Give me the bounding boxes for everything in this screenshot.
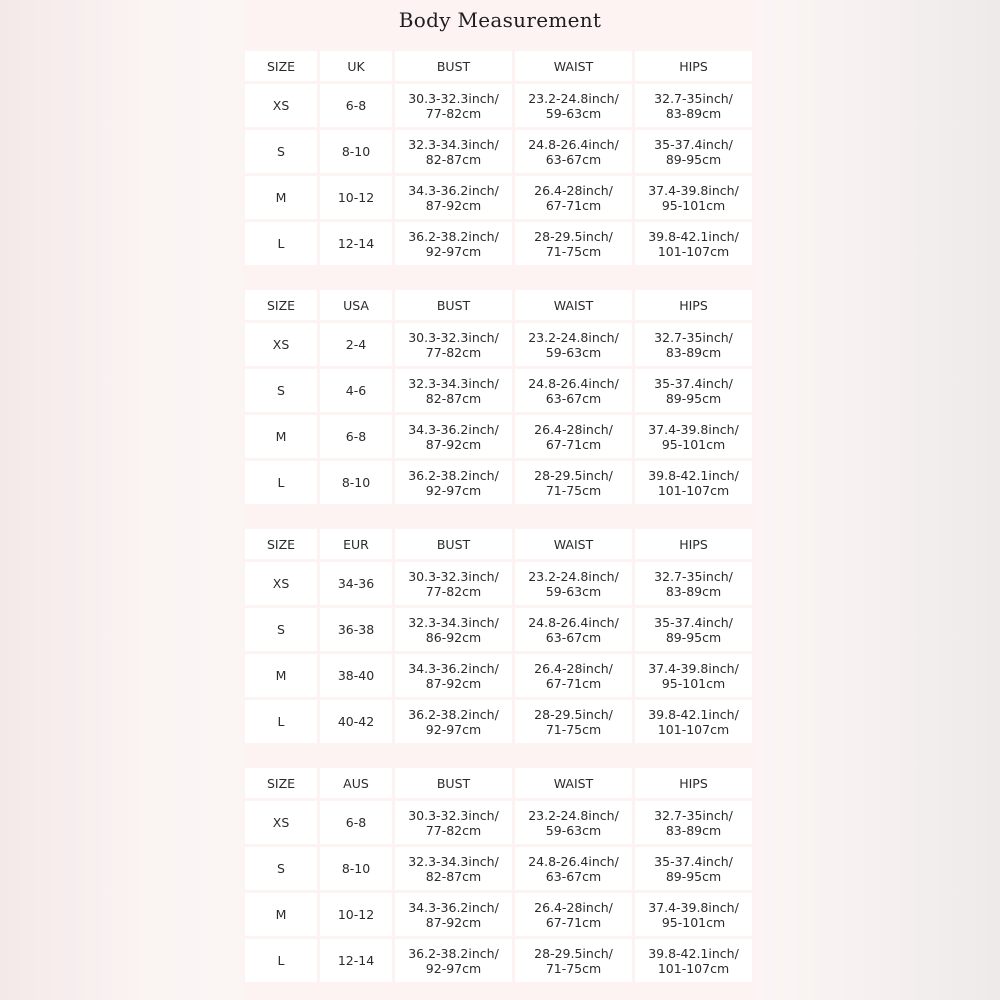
size-table-uk [245,51,755,265]
cell-size: M [245,176,317,219]
cell-hips: 35-37.4inch/ 89-95cm [635,369,752,412]
cell-size: L [245,461,317,504]
cell-bust: 32.3-34.3inch/ 82-87cm [395,369,512,412]
cell-bust: 32.3-34.3inch/ 82-87cm [395,847,512,890]
cell-bust: 34.3-36.2inch/ 87-92cm [395,654,512,697]
cell-hips: 37.4-39.8inch/ 95-101cm [635,176,752,219]
cell-waist: 28-29.5inch/ 71-75cm [515,700,632,743]
header-cell-hips: HIPS [635,51,752,81]
cell-region-size: 10-12 [320,893,392,936]
cell-region-size: 10-12 [320,176,392,219]
cell-bust: 30.3-32.3inch/ 77-82cm [395,323,512,366]
cell-hips: 32.7-35inch/ 83-89cm [635,801,752,844]
background-left [0,0,245,1000]
header-cell-hips: HIPS [635,529,752,559]
cell-waist: 24.8-26.4inch/ 63-67cm [515,130,632,173]
cell-bust: 34.3-36.2inch/ 87-92cm [395,893,512,936]
cell-waist: 28-29.5inch/ 71-75cm [515,939,632,982]
cell-bust: 30.3-32.3inch/ 77-82cm [395,801,512,844]
cell-region-size: 8-10 [320,847,392,890]
cell-hips: 37.4-39.8inch/ 95-101cm [635,415,752,458]
cell-waist: 23.2-24.8inch/ 59-63cm [515,562,632,605]
cell-hips: 39.8-42.1inch/ 101-107cm [635,939,752,982]
header-cell-size: SIZE [245,529,317,559]
cell-bust: 36.2-38.2inch/ 92-97cm [395,939,512,982]
cell-size: XS [245,323,317,366]
cell-size: XS [245,562,317,605]
cell-bust: 36.2-38.2inch/ 92-97cm [395,222,512,265]
header-cell-hips: HIPS [635,290,752,320]
header-cell-waist: WAIST [515,768,632,798]
cell-hips: 32.7-35inch/ 83-89cm [635,562,752,605]
cell-hips: 35-37.4inch/ 89-95cm [635,130,752,173]
cell-region-size: 40-42 [320,700,392,743]
cell-region-size: 12-14 [320,939,392,982]
header-cell-bust: BUST [395,768,512,798]
header-cell-region: EUR [320,529,392,559]
header-cell-region: AUS [320,768,392,798]
cell-bust: 30.3-32.3inch/ 77-82cm [395,562,512,605]
cell-hips: 39.8-42.1inch/ 101-107cm [635,700,752,743]
header-cell-bust: BUST [395,51,512,81]
cell-bust: 36.2-38.2inch/ 92-97cm [395,461,512,504]
cell-hips: 35-37.4inch/ 89-95cm [635,847,752,890]
cell-waist: 28-29.5inch/ 71-75cm [515,461,632,504]
cell-waist: 23.2-24.8inch/ 59-63cm [515,84,632,127]
header-cell-size: SIZE [245,290,317,320]
size-table-aus [245,768,755,982]
cell-region-size: 8-10 [320,130,392,173]
cell-hips: 32.7-35inch/ 83-89cm [635,84,752,127]
background-right [755,0,1000,1000]
cell-region-size: 6-8 [320,415,392,458]
cell-size: M [245,893,317,936]
page-title: Body Measurement [398,8,602,32]
cell-size: M [245,415,317,458]
cell-size: S [245,130,317,173]
cell-region-size: 36-38 [320,608,392,651]
cell-waist: 24.8-26.4inch/ 63-67cm [515,847,632,890]
cell-waist: 24.8-26.4inch/ 63-67cm [515,608,632,651]
cell-size: L [245,939,317,982]
cell-size: M [245,654,317,697]
header-cell-waist: WAIST [515,290,632,320]
cell-hips: 39.8-42.1inch/ 101-107cm [635,222,752,265]
cell-bust: 30.3-32.3inch/ 77-82cm [395,84,512,127]
cell-size: S [245,369,317,412]
header-cell-bust: BUST [395,529,512,559]
cell-hips: 37.4-39.8inch/ 95-101cm [635,893,752,936]
cell-hips: 39.8-42.1inch/ 101-107cm [635,461,752,504]
cell-region-size: 6-8 [320,84,392,127]
cell-waist: 23.2-24.8inch/ 59-63cm [515,801,632,844]
header-cell-waist: WAIST [515,529,632,559]
cell-hips: 35-37.4inch/ 89-95cm [635,608,752,651]
header-cell-bust: BUST [395,290,512,320]
cell-region-size: 2-4 [320,323,392,366]
cell-size: XS [245,84,317,127]
cell-size: S [245,847,317,890]
cell-region-size: 8-10 [320,461,392,504]
cell-waist: 26.4-28inch/ 67-71cm [515,176,632,219]
cell-bust: 34.3-36.2inch/ 87-92cm [395,176,512,219]
cell-size: L [245,700,317,743]
header-cell-region: USA [320,290,392,320]
cell-hips: 37.4-39.8inch/ 95-101cm [635,654,752,697]
cell-waist: 26.4-28inch/ 67-71cm [515,654,632,697]
cell-size: L [245,222,317,265]
cell-region-size: 4-6 [320,369,392,412]
cell-bust: 32.3-34.3inch/ 86-92cm [395,608,512,651]
header-cell-size: SIZE [245,51,317,81]
cell-bust: 34.3-36.2inch/ 87-92cm [395,415,512,458]
cell-region-size: 6-8 [320,801,392,844]
header-cell-hips: HIPS [635,768,752,798]
header-cell-region: UK [320,51,392,81]
size-table-eur [245,529,755,743]
cell-region-size: 34-36 [320,562,392,605]
cell-hips: 32.7-35inch/ 83-89cm [635,323,752,366]
header-cell-waist: WAIST [515,51,632,81]
header-cell-size: SIZE [245,768,317,798]
cell-waist: 26.4-28inch/ 67-71cm [515,893,632,936]
cell-waist: 24.8-26.4inch/ 63-67cm [515,369,632,412]
size-table-usa [245,290,755,504]
cell-waist: 28-29.5inch/ 71-75cm [515,222,632,265]
cell-bust: 36.2-38.2inch/ 92-97cm [395,700,512,743]
cell-size: XS [245,801,317,844]
cell-waist: 26.4-28inch/ 67-71cm [515,415,632,458]
cell-bust: 32.3-34.3inch/ 82-87cm [395,130,512,173]
cell-region-size: 12-14 [320,222,392,265]
cell-size: S [245,608,317,651]
cell-region-size: 38-40 [320,654,392,697]
cell-waist: 23.2-24.8inch/ 59-63cm [515,323,632,366]
